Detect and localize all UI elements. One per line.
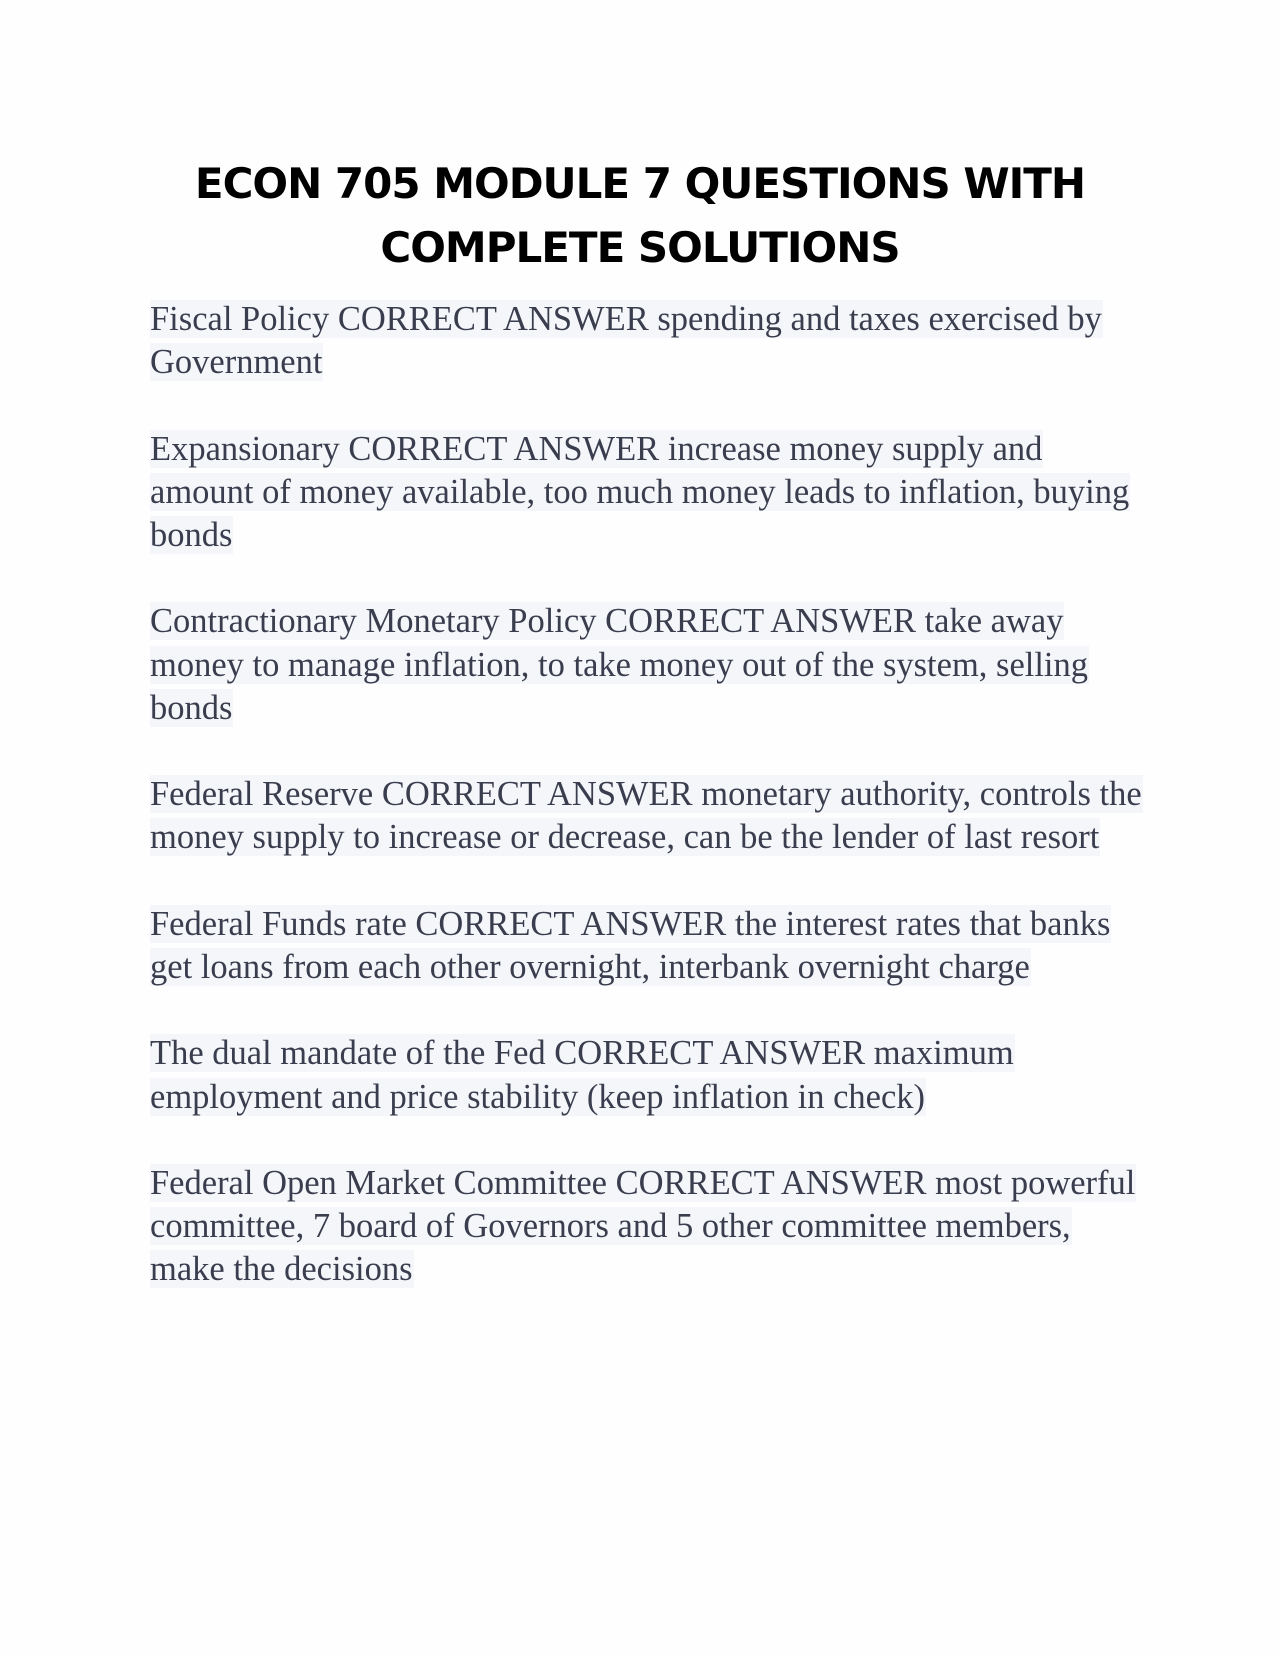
qa-entry-text: Expansionary CORRECT ANSWER increase money supply and amount of money available, too much money leads to inflation, buying bonds (150, 429, 1130, 554)
qa-entry-fomc (150, 1162, 1150, 1292)
qa-entry-text: The dual mandate of the Fed CORRECT ANSWER maximum employment and price stability (keep inflation in check) (150, 1034, 1014, 1116)
title-line-1: ECON 705 MODULE 7 QUESTIONS WITH (194, 159, 1086, 208)
qa-entry-dual-mandate (150, 1032, 1150, 1118)
qa-entry-text: Federal Reserve CORRECT ANSWER monetary authority, controls the money supply to increase or decrease, can be the lender of last resort (150, 775, 1142, 857)
qa-entry-text: Federal Funds rate CORRECT ANSWER the interest rates that banks get loans from each other overnight, interbank overnight charge (150, 904, 1111, 986)
document-title (150, 152, 1130, 280)
qa-entry-federal-funds-rate (150, 903, 1150, 989)
qa-list (150, 298, 1150, 1335)
title-line-2: COMPLETE SOLUTIONS (380, 223, 900, 272)
qa-entry-text: Contractionary Monetary Policy CORRECT ANSWER take away money to manage inflation, to take money out of the system, selling bonds (150, 602, 1089, 727)
qa-entry-expansionary (150, 428, 1150, 558)
qa-entry-text: Fiscal Policy CORRECT ANSWER spending and taxes exercised by Government (150, 300, 1102, 382)
qa-entry-text: Federal Open Market Committee CORRECT ANSWER most powerful committee, 7 board of Governors and 5 other committee members, make the decisions (150, 1163, 1136, 1289)
qa-entry-federal-reserve (150, 773, 1150, 859)
qa-entry-contractionary (150, 600, 1150, 730)
qa-entry-fiscal-policy (150, 298, 1150, 384)
